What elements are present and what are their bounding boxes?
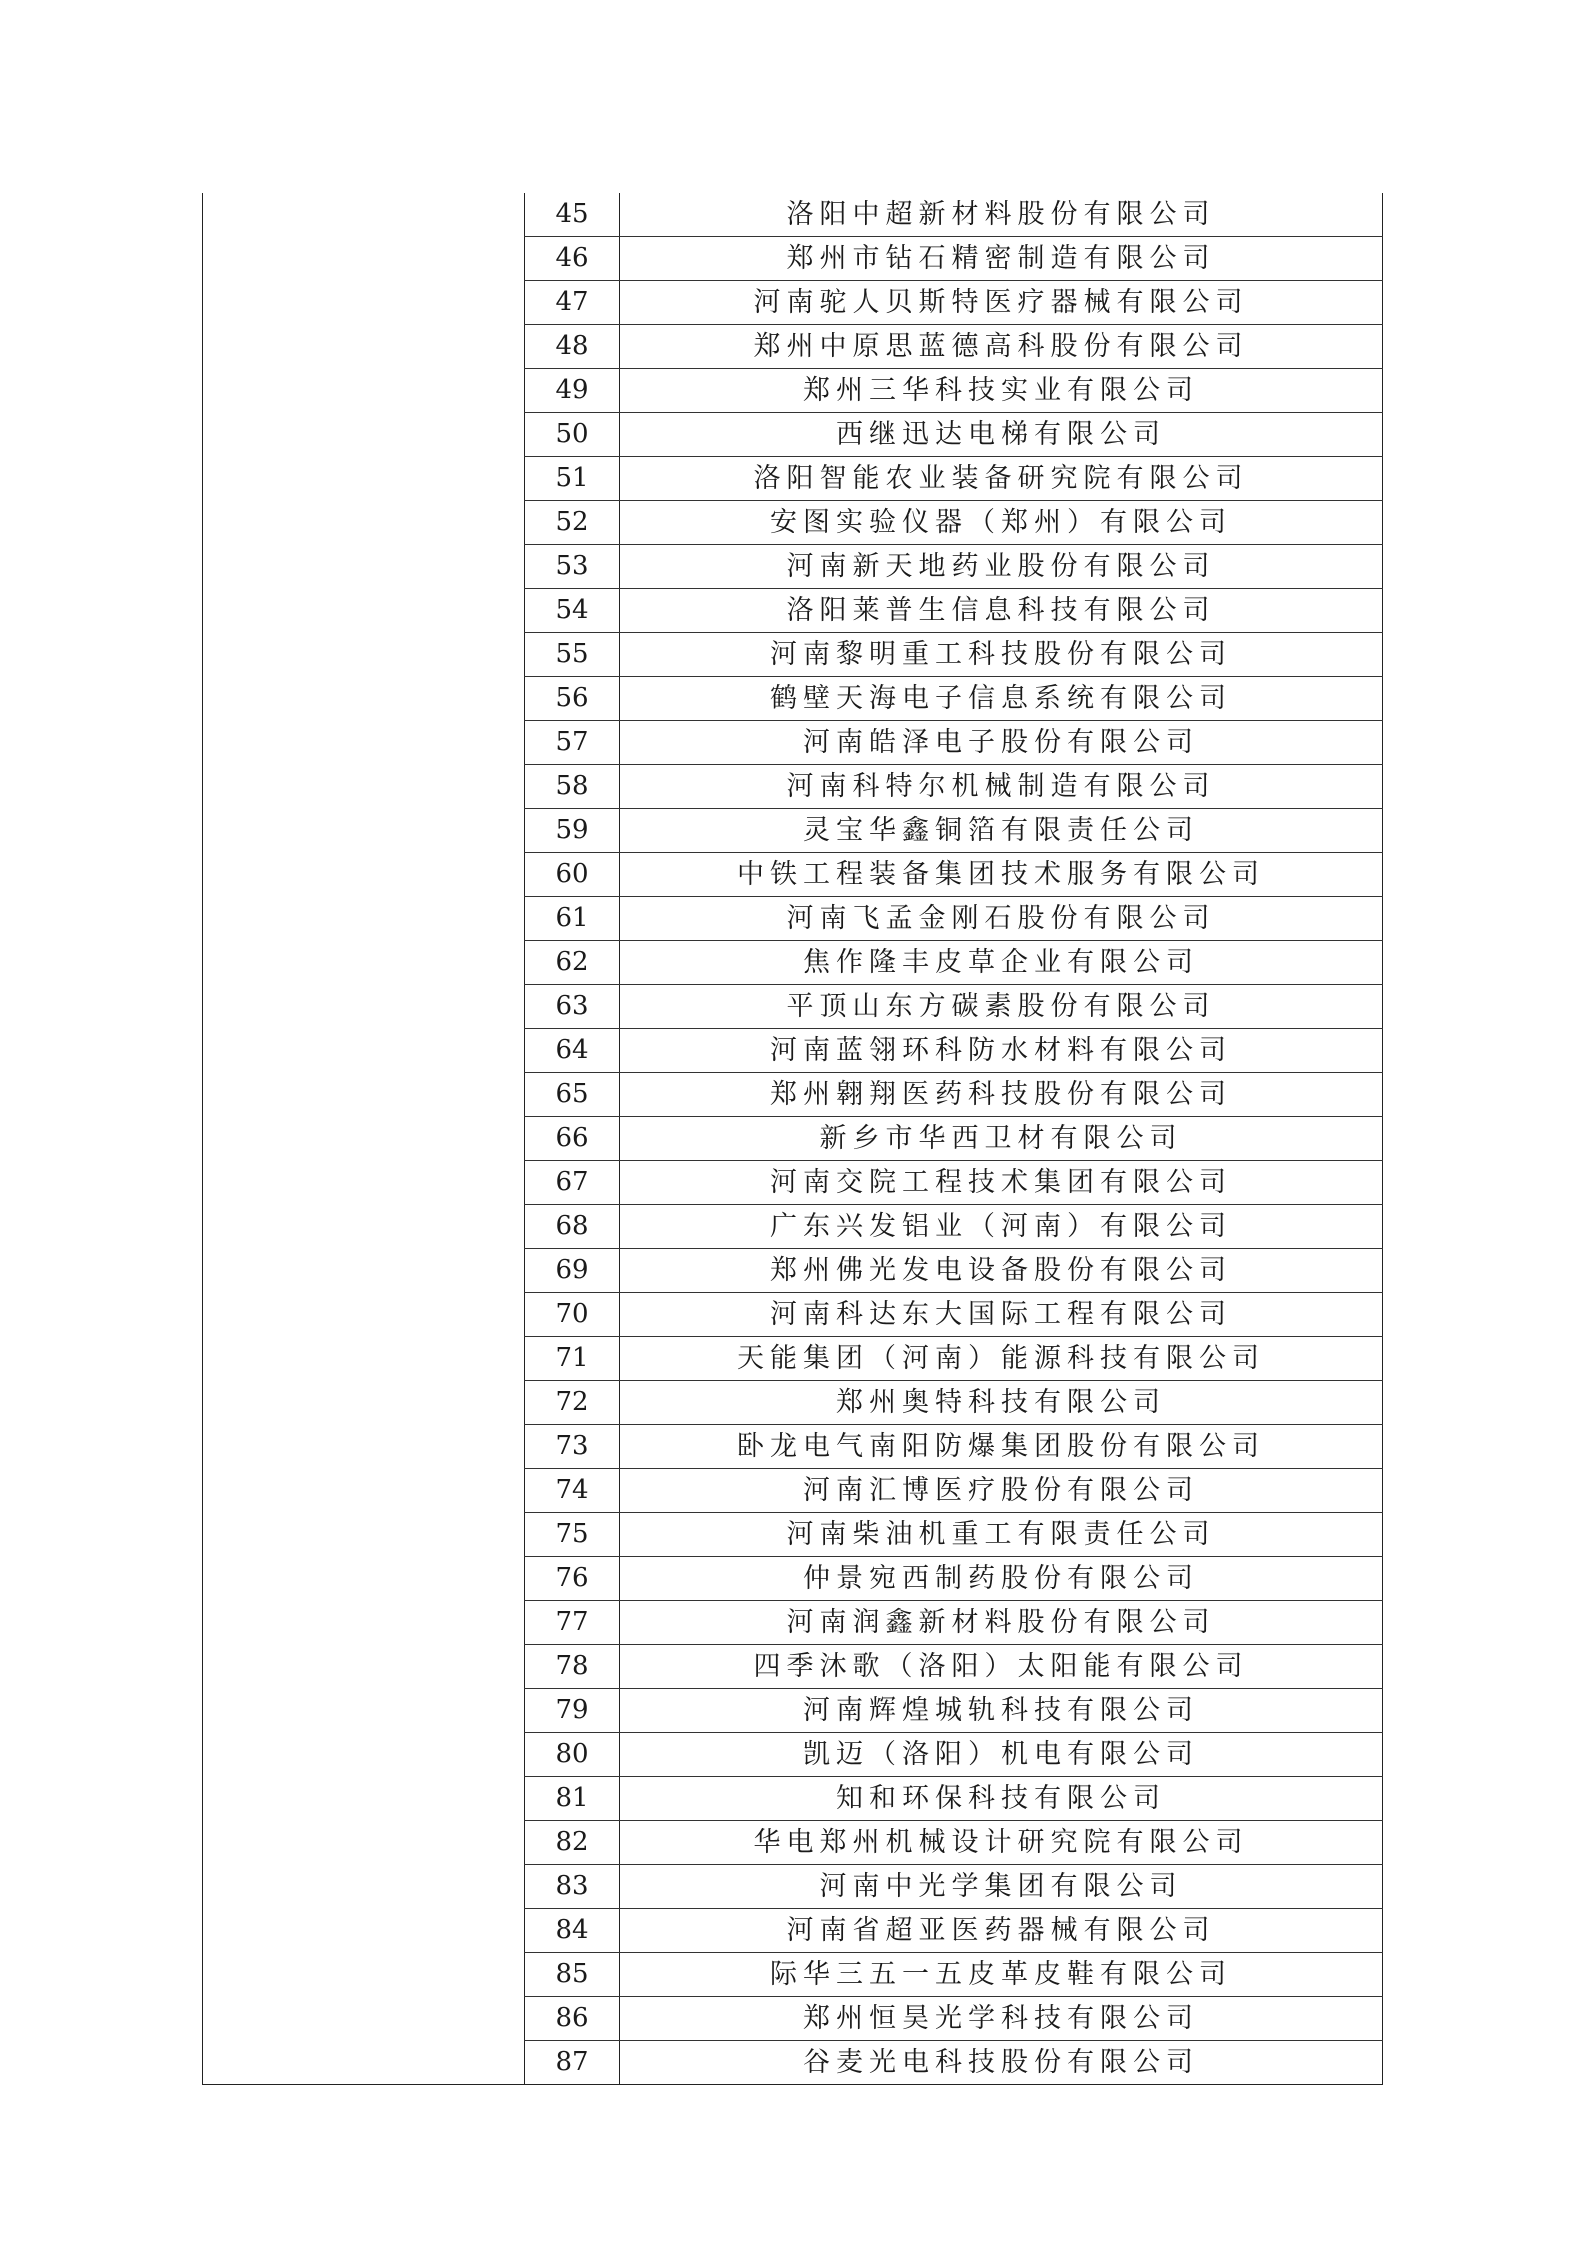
row-number: 47	[525, 281, 620, 325]
company-name: 郑州翱翔医药科技股份有限公司	[620, 1073, 1383, 1117]
row-number: 61	[525, 897, 620, 941]
row-number: 83	[525, 1865, 620, 1909]
company-name: 河南省超亚医药器械有限公司	[620, 1909, 1383, 1953]
row-number: 80	[525, 1733, 620, 1777]
company-name: 河南蓝翎环科防水材料有限公司	[620, 1029, 1383, 1073]
row-number: 75	[525, 1513, 620, 1557]
company-name: 河南黎明重工科技股份有限公司	[620, 633, 1383, 677]
row-number: 71	[525, 1337, 620, 1381]
row-number: 55	[525, 633, 620, 677]
category-cell	[203, 193, 525, 2085]
company-name: 谷麦光电科技股份有限公司	[620, 2041, 1383, 2085]
row-number: 81	[525, 1777, 620, 1821]
row-number: 49	[525, 369, 620, 413]
company-name: 河南柴油机重工有限责任公司	[620, 1513, 1383, 1557]
company-name: 河南皓泽电子股份有限公司	[620, 721, 1383, 765]
row-number: 68	[525, 1205, 620, 1249]
row-number: 45	[525, 193, 620, 237]
row-number: 87	[525, 2041, 620, 2085]
company-name: 河南科特尔机械制造有限公司	[620, 765, 1383, 809]
company-name: 河南辉煌城轨科技有限公司	[620, 1689, 1383, 1733]
company-name: 郑州市钻石精密制造有限公司	[620, 237, 1383, 281]
company-name: 郑州三华科技实业有限公司	[620, 369, 1383, 413]
table-row	[203, 193, 1383, 237]
row-number: 70	[525, 1293, 620, 1337]
row-number: 82	[525, 1821, 620, 1865]
company-name: 凯迈（洛阳）机电有限公司	[620, 1733, 1383, 1777]
company-name: 广东兴发铝业（河南）有限公司	[620, 1205, 1383, 1249]
company-list-table-wrapper	[202, 193, 1382, 2085]
company-name: 焦作隆丰皮草企业有限公司	[620, 941, 1383, 985]
row-number: 56	[525, 677, 620, 721]
company-name: 知和环保科技有限公司	[620, 1777, 1383, 1821]
row-number: 57	[525, 721, 620, 765]
row-number: 67	[525, 1161, 620, 1205]
company-list-table	[202, 193, 1383, 2085]
row-number: 72	[525, 1381, 620, 1425]
row-number: 69	[525, 1249, 620, 1293]
company-name: 鹤壁天海电子信息系统有限公司	[620, 677, 1383, 721]
company-name: 河南驼人贝斯特医疗器械有限公司	[620, 281, 1383, 325]
row-number: 50	[525, 413, 620, 457]
row-number: 52	[525, 501, 620, 545]
company-name: 洛阳中超新材料股份有限公司	[620, 193, 1383, 237]
company-name: 郑州恒昊光学科技有限公司	[620, 1997, 1383, 2041]
row-number: 76	[525, 1557, 620, 1601]
company-name: 四季沐歌（洛阳）太阳能有限公司	[620, 1645, 1383, 1689]
company-name: 洛阳智能农业装备研究院有限公司	[620, 457, 1383, 501]
row-number: 78	[525, 1645, 620, 1689]
company-name: 际华三五一五皮革皮鞋有限公司	[620, 1953, 1383, 1997]
company-name: 灵宝华鑫铜箔有限责任公司	[620, 809, 1383, 853]
row-number: 73	[525, 1425, 620, 1469]
row-number: 64	[525, 1029, 620, 1073]
row-number: 54	[525, 589, 620, 633]
company-name: 河南飞孟金刚石股份有限公司	[620, 897, 1383, 941]
row-number: 59	[525, 809, 620, 853]
row-number: 86	[525, 1997, 620, 2041]
row-number: 60	[525, 853, 620, 897]
company-name: 仲景宛西制药股份有限公司	[620, 1557, 1383, 1601]
row-number: 79	[525, 1689, 620, 1733]
company-name: 郑州奥特科技有限公司	[620, 1381, 1383, 1425]
row-number: 66	[525, 1117, 620, 1161]
row-number: 74	[525, 1469, 620, 1513]
row-number: 48	[525, 325, 620, 369]
company-name: 河南科达东大国际工程有限公司	[620, 1293, 1383, 1337]
company-name: 郑州佛光发电设备股份有限公司	[620, 1249, 1383, 1293]
row-number: 46	[525, 237, 620, 281]
row-number: 62	[525, 941, 620, 985]
company-name: 平顶山东方碳素股份有限公司	[620, 985, 1383, 1029]
row-number: 53	[525, 545, 620, 589]
company-name: 华电郑州机械设计研究院有限公司	[620, 1821, 1383, 1865]
company-name: 天能集团（河南）能源科技有限公司	[620, 1337, 1383, 1381]
row-number: 58	[525, 765, 620, 809]
company-name: 卧龙电气南阳防爆集团股份有限公司	[620, 1425, 1383, 1469]
company-name: 河南交院工程技术集团有限公司	[620, 1161, 1383, 1205]
company-name: 河南润鑫新材料股份有限公司	[620, 1601, 1383, 1645]
table-body	[203, 193, 1383, 2085]
row-number: 85	[525, 1953, 620, 1997]
company-name: 安图实验仪器（郑州）有限公司	[620, 501, 1383, 545]
company-name: 西继迅达电梯有限公司	[620, 413, 1383, 457]
company-name: 河南中光学集团有限公司	[620, 1865, 1383, 1909]
company-name: 河南新天地药业股份有限公司	[620, 545, 1383, 589]
row-number: 84	[525, 1909, 620, 1953]
company-name: 郑州中原思蓝德高科股份有限公司	[620, 325, 1383, 369]
row-number: 77	[525, 1601, 620, 1645]
row-number: 63	[525, 985, 620, 1029]
company-name: 新乡市华西卫材有限公司	[620, 1117, 1383, 1161]
row-number: 65	[525, 1073, 620, 1117]
row-number: 51	[525, 457, 620, 501]
company-name: 河南汇博医疗股份有限公司	[620, 1469, 1383, 1513]
company-name: 洛阳莱普生信息科技有限公司	[620, 589, 1383, 633]
company-name: 中铁工程装备集团技术服务有限公司	[620, 853, 1383, 897]
